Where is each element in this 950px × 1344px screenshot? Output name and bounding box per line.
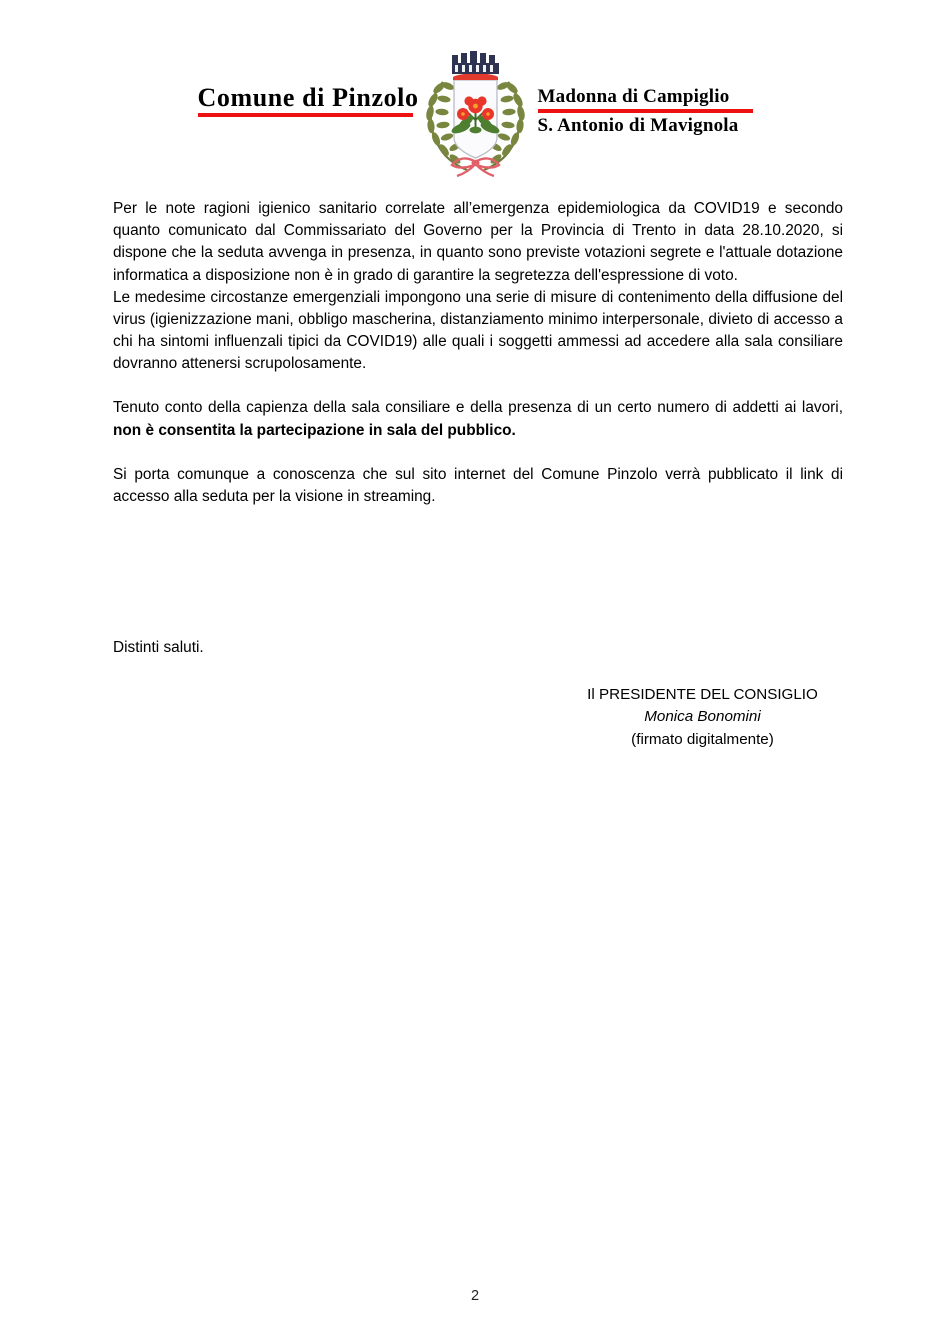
document-body xyxy=(113,198,843,508)
locality-underline-rule xyxy=(538,109,753,113)
coat-of-arms-icon xyxy=(413,46,538,181)
municipality-name: Comune di Pinzolo xyxy=(197,83,419,112)
body-paragraph-4: Si porta comunque a conoscenza che sul sito internet del Comune Pinzolo verrà pubblicato il link di accesso alla seduta per la visione in streaming. xyxy=(113,465,843,505)
body-paragraph-3 xyxy=(113,397,843,441)
signature-block xyxy=(560,684,845,751)
locality-madonna-di-campiglio: Madonna di Campiglio xyxy=(537,86,730,107)
page-number: 2 xyxy=(470,1288,480,1304)
locality-s-antonio-di-mavignola: S. Antonio di Mavignola xyxy=(537,115,739,137)
body-paragraph-3-lead: Tenuto conto della capienza della sala consiliare e della presenza di un certo numero di addetti ai lavori, xyxy=(113,399,843,417)
signatory-name: Monica Bonomini xyxy=(644,708,761,726)
municipality-underline-rule xyxy=(198,113,413,117)
signature-note: (firmato digitalmente) xyxy=(631,730,774,748)
signatory-role: Il PRESIDENTE DEL CONSIGLIO xyxy=(587,686,818,703)
body-paragraph-1: Per le note ragioni igienico sanitario correlate all’emergenza epidemiologica da COVID19 e secondo quanto comunicato dal Commissariato del Governo per la Provincia di Trento in data 28.10.2020, si dispone che la seduta avvenga in presenza, in quanto sono previste votazioni segrete e l'attuale dotazione informatica a disposizione non è in grado di garantire la segretezza dell'espressione di voto. xyxy=(113,200,843,284)
letterhead-right-block xyxy=(538,46,753,138)
paragraph-spacer xyxy=(113,375,843,397)
paragraph-spacer xyxy=(113,442,843,464)
letterhead xyxy=(0,46,950,181)
closing-salutation: Distinti saluti. xyxy=(113,639,204,656)
body-paragraph-3-emphasis: non è consentita la partecipazione in sala del pubblico. xyxy=(113,421,516,439)
letterhead-left-block xyxy=(197,46,419,117)
body-paragraph-2: Le medesime circostanze emergenziali impongono una serie di misure di contenimento della diffusione del virus (igienizzazione mani, obbligo mascherina, distanziamento minimo interpersonale, divieto di accesso a chi ha sintomi influenzali tipici da COVID19) alle quali i soggetti ammessi ad accedere alla sala consiliare dovranno attenersi scrupolosamente. xyxy=(113,288,843,373)
